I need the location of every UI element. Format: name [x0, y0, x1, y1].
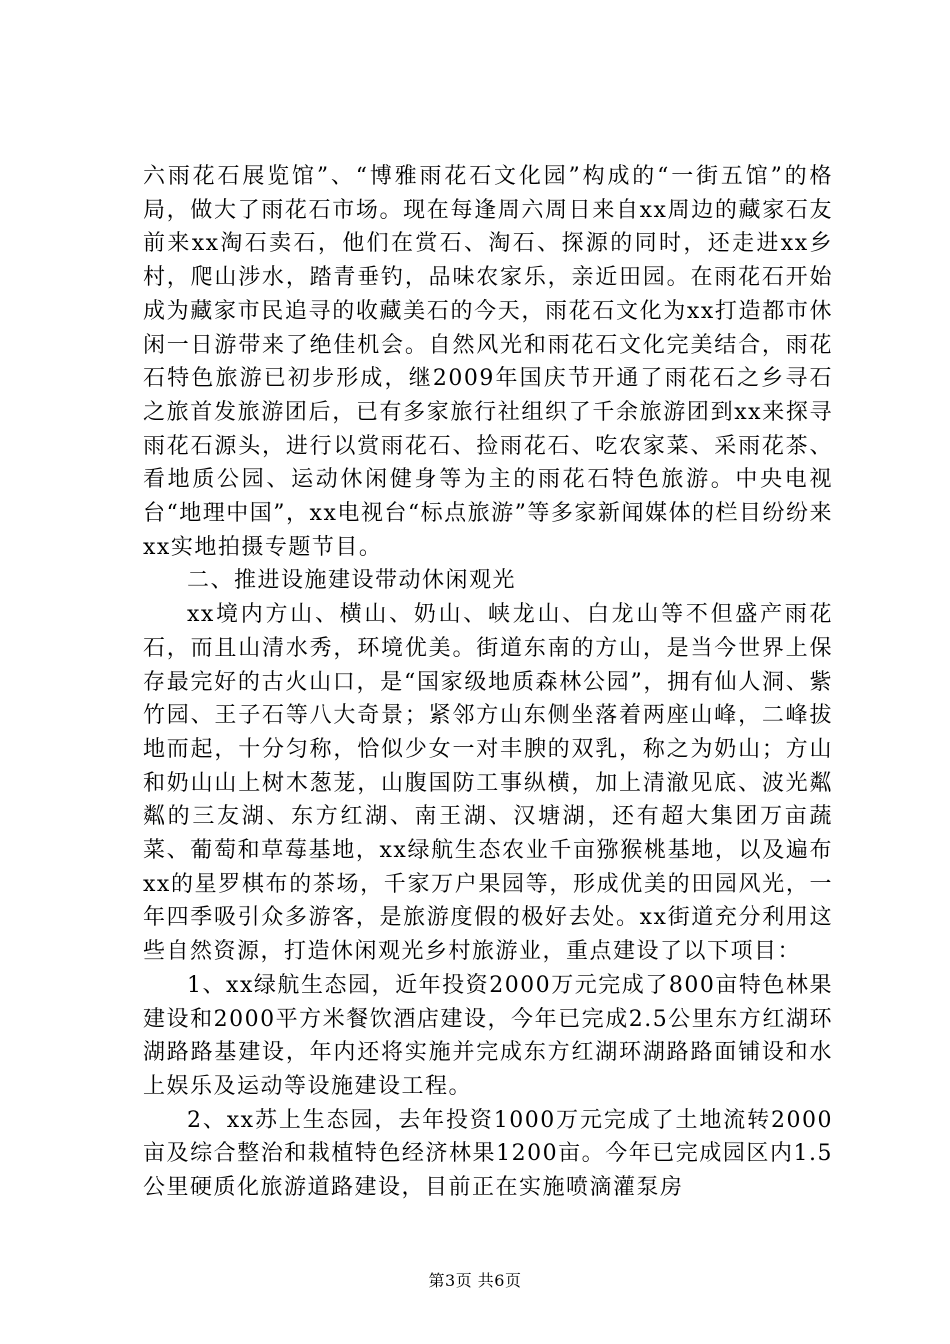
body-paragraph: 六雨花石展览馆”、“博雅雨花石文化园”构成的“一街五馆”的格局，做大了雨花石市场。现在每逢周六周日来自xx周边的藏家石友前来xx淘石卖石，他们在赏石、淘石、探源的同时，还走进xx乡村，爬山涉水，踏青垂钓，品味农家乐，亲近田园。在雨花石开始成为藏家市民追寻的收藏美石的今天，雨花石文化为xx打造都市休闲一日游带来了绝佳机会。自然风光和雨花石文化完美结合，雨花石特色旅游已初步形成，继2009年国庆节开通了雨花石之乡寻石之旅首发旅游团后，已有多家旅行社组织了千余旅游团到xx来探寻雨花石源头，进行以赏雨花石、捡雨花石、吃农家菜、采雨花茶、看地质公园、运动休闲健身等为主的雨花石特色旅游。中央电视台“地理中国”，xx电视台“标点旅游”等多家新闻媒体的栏目纷纷来xx实地拍摄专题节目。	[143, 164, 833, 560]
page-footer	[0, 1268, 950, 1291]
document-body	[143, 160, 833, 1205]
section-heading: 二、推进设施建设带动休闲观光	[187, 568, 517, 594]
page-number: 第3页 共6页	[428, 1271, 522, 1290]
body-paragraph: 2、xx苏上生态园，去年投资1000万元完成了土地流转2000亩及综合整治和栽植特色经济林果1200亩。今年已完成园区内1.5公里硬质化旅游道路建设，目前正在实施喷滴灌泵房	[143, 1107, 833, 1201]
body-paragraph: 1、xx绿航生态园，近年投资2000万元完成了800亩特色林果建设和2000平方米餐饮酒店建设，今年已完成2.5公里东方红湖环湖路路基建设，年内还将实施并完成东方红湖环湖路路面铺设和水上娱乐及运动等设施建设工程。	[143, 972, 833, 1099]
body-paragraph: xx境内方山、横山、奶山、峡龙山、白龙山等不但盛产雨花石，而且山清水秀，环境优美。街道东南的方山，是当今世界上保存最完好的古火山口，是“国家级地质森林公园”，拥有仙人洞、紫竹园、王子石等八大奇景；紧邻方山东侧坐落着两座山峰，二峰拔地而起，十分匀称，恰似少女一对丰腴的双乳，称之为奶山；方山和奶山山上树木葱茏，山腹国防工事纵横，加上清澈见底、波光粼粼的三友湖、东方红湖、南王湖、汉塘湖，还有超大集团万亩蔬菜、葡萄和草莓基地，xx绿航生态农业千亩猕猴桃基地，以及遍布xx的星罗棋布的茶场，千家万户果园等，形成优美的田园风光，一年四季吸引众多游客，是旅游度假的极好去处。xx街道充分利用这些自然资源，打造休闲观光乡村旅游业，重点建设了以下项目：	[143, 602, 833, 965]
